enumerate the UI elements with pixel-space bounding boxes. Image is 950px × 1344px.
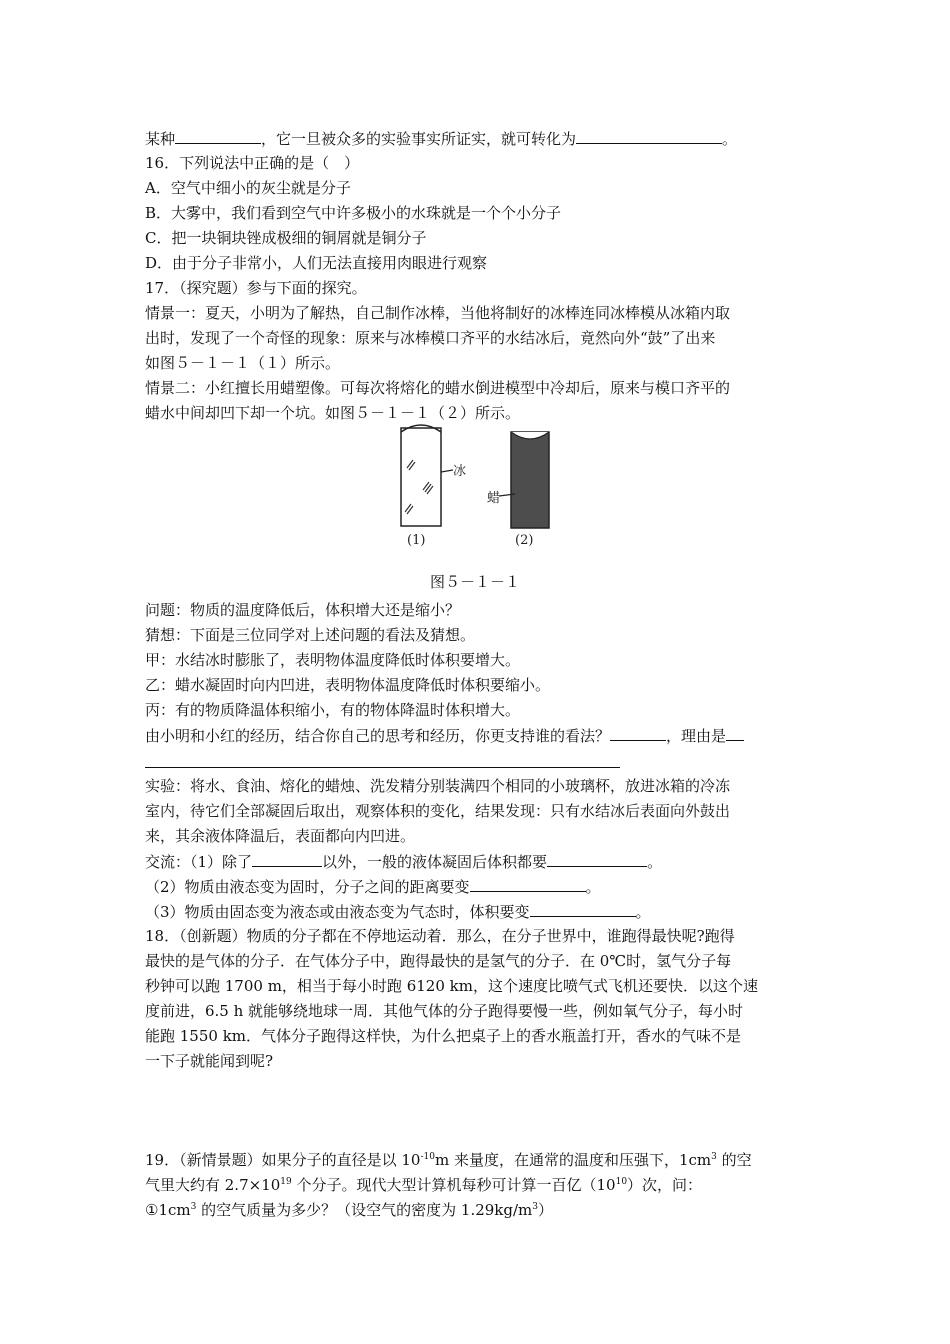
figure-ice-and-wax-molds: [395, 420, 555, 550]
q19-line1: 19．（新情景题）如果分子的直径是以 $10^{-10}m$ 来量度，在通常的温度和压强下，$1cm^3$ 的空: [145, 1151, 752, 1169]
label-wax: 蜡: [487, 491, 501, 506]
q17-experiment-line3: 来，其余液体降温后，表面都向内凹进。: [145, 827, 416, 845]
q17-guess: 猜想：下面是三位同学对上述问题的看法及猜想。: [145, 626, 476, 644]
answer-blank[interactable]: [726, 725, 744, 741]
q17-opinion-bing: 丙：有的物质降温体积缩小，有的物体降温时体积增大。: [145, 701, 521, 719]
q16-option-b: B．大雾中，我们看到空气中许多极小的水珠就是一个个小分子: [145, 204, 562, 222]
q16-option-c: C．把一块铜块锉成极细的铜屑就是铜分子: [145, 229, 427, 247]
q17-experiment-line1: 实验：将水、食油、熔化的蜡烛、洗发精分别装满四个相同的小玻璃杯，放进冰箱的冷冻: [145, 777, 731, 795]
answer-blank[interactable]: [175, 128, 261, 144]
q17-support-prompt: 由小明和小红的经历，结合你自己的思考和经历，你更支持谁的看法？ ，理由是: [145, 725, 744, 746]
q18-line3: 秒钟可以跑 1700 m，相当于每小时跑 6120 km，这个速度比喷气式飞机还要快．以这个速: [145, 977, 758, 995]
q18-line1: 18．（创新题）物质的分子都在不停地运动着．那么，在分子世界中，谁跑得最快呢?跑得: [145, 927, 735, 945]
q17-exchange-3: （3）物质由固态变为液态或由液态变为气态时，体积要变 。: [145, 903, 651, 921]
q19-line2: 气里大约有 $2.7\times 10^{19}$ 个分子。现代大型计算机每秒可计算一百亿$(10^{10})$次，问：: [145, 1176, 703, 1194]
q17-question: 问题：物质的温度降低后，体积增大还是缩小？: [145, 601, 461, 619]
q16-stem: 16．下列说法中正确的是（ ）: [145, 154, 360, 172]
q18-line5: 能跑 1550 km．气体分子跑得这样快，为什么把桌子上的香水瓶盖打开，香水的气味不是: [145, 1027, 742, 1045]
q17-exchange-2: （2）物质由液态变为固时，分子之间的距离要变 。: [145, 878, 601, 896]
q17-opinion-yi: 乙：蜡水凝固时向内凹进，表明物体温度降低时体积要缩小。: [145, 676, 551, 694]
q17-experiment-line2: 室内，待它们全部凝固后取出，观察体积的变化，结果发现：只有水结冰后表面向外鼓出: [145, 802, 731, 820]
q19-line3: $①1cm^3$ 的空气质量为多少？（设空气的密度为 $1.29kg/m^3$）: [145, 1201, 554, 1219]
label-ice: 冰: [453, 464, 467, 479]
label-sub2: (2): [515, 533, 534, 548]
label-sub1: (1): [407, 533, 426, 548]
answer-blank[interactable]: [547, 851, 647, 867]
q17-exchange-1: 交流：（1）除了 以外，一般的液体凝固后体积都要 。: [145, 853, 663, 871]
q17-scene1-line3: 如图５－１－１（１）所示。: [145, 354, 341, 372]
q15-tail: 某种 ，它一旦被众多的实验事实所证实，就可转化为 。: [145, 130, 738, 148]
q16-option-d: D．由于分子非常小，人们无法直接用肉眼进行观察: [145, 254, 488, 272]
q18-line4: 度前进，6.5 h 就能够绕地球一周．其他气体的分子跑得要慢一些，例如氧气分子，每小时: [145, 1002, 744, 1020]
q18-line6: 一下子就能闻到呢?: [145, 1052, 274, 1070]
q17-opinion-jia: 甲：水结冰时膨胀了，表明物体温度降低时体积要增大。: [145, 651, 521, 669]
q17-scene2-line2: 蜡水中间却凹下却一个坑。如图５－１－１（２）所示。: [145, 404, 521, 422]
wax-mold-drawing: [487, 432, 549, 548]
answer-blank[interactable]: [610, 725, 666, 741]
answer-blank[interactable]: [530, 901, 636, 917]
q17-scene1-line2: 出时，发现了一个奇怪的现象：原来与冰棒模口齐平的水结冰后，竟然向外“鼓”了出来: [145, 329, 716, 347]
figure-caption: 图５－１－１: [429, 573, 520, 591]
q17-stem: 17．（探究题）参与下面的探究。: [145, 279, 367, 297]
answer-blank[interactable]: [576, 128, 722, 144]
q16-option-a: A．空气中细小的灰尘就是分子: [145, 179, 351, 197]
ice-mold-drawing: [401, 425, 466, 548]
answer-blank[interactable]: [470, 876, 586, 892]
q17-scene2-line1: 情景二：小红擅长用蜡塑像。可每次将熔化的蜡水倒进模型中冷却后，原来与模口齐平的: [145, 379, 731, 397]
answer-line[interactable]: [145, 767, 620, 768]
q17-scene1-line1: 情景一：夏天，小明为了解热，自己制作冰棒，当他将制好的冰棒连同冰棒模从冰箱内取: [145, 304, 731, 322]
answer-blank[interactable]: [252, 851, 322, 867]
q18-line2: 最快的是气体的分子．在气体分子中，跑得最快的是氢气的分子．在 0℃时，氢气分子每: [145, 952, 732, 970]
